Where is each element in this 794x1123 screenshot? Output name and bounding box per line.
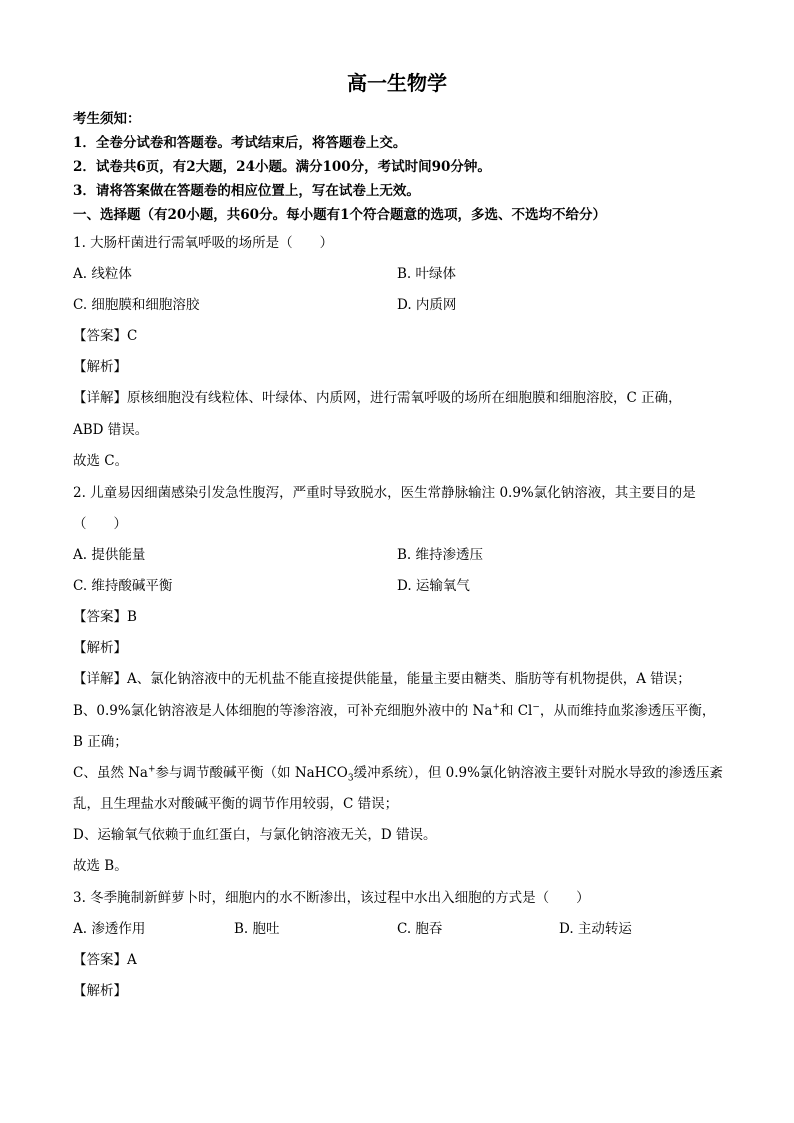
q3-option-a: A. 渗透作用	[73, 921, 146, 937]
q3-answer: 【答案】A	[73, 952, 137, 968]
q2-answer: 【答案】B	[73, 609, 137, 625]
question-2-stem: 2. 儿童易因细菌感染引发急性腹泻，严重时导致脱水，医生常静脉输注 0.9%氯化钠溶液，其主要目的是	[73, 485, 696, 501]
q2-detail-b: B 正确；	[73, 734, 128, 750]
q2-conclusion: 故选 B。	[73, 858, 128, 874]
q2-detail-b: B、0.9%氯化钠溶液是人体细胞的等渗溶液，可补充细胞外液中的 Na+和 Cl−，从而维持血浆渗透压平衡，	[73, 702, 716, 719]
notice-heading: 考生须知：	[73, 111, 141, 127]
q2-detail-c: 乱，且生理盐水对酸碱平衡的调节作用较弱，C 错误；	[73, 796, 399, 812]
q1-option-c: C. 细胞膜和细胞溶胶	[73, 297, 200, 313]
q3-option-d: D. 主动转运	[559, 921, 632, 937]
question-1-stem: 1. 大肠杆菌进行需氧呼吸的场所是（ ）	[73, 235, 334, 251]
q1-analysis-label: 【解析】	[73, 359, 127, 375]
q1-option-d: D. 内质网	[397, 297, 457, 313]
q2-option-a: A. 提供能量	[73, 547, 146, 563]
notice-item: 1．全卷分试卷和答题卷。考试结束后，将答题卷上交。	[73, 135, 407, 151]
q2-detail-a: 【详解】A、氯化钠溶液中的无机盐不能直接提供能量，能量主要由糖类、脂肪等有机物提供，A 错误；	[73, 671, 691, 687]
question-3-stem: 3. 冬季腌制新鲜萝卜时，细胞内的水不断渗出，该过程中水出入细胞的方式是（ ）	[73, 890, 590, 906]
q2-analysis-label: 【解析】	[73, 640, 127, 656]
q3-option-c: C. 胞吞	[397, 921, 443, 937]
q2-option-d: D. 运输氧气	[397, 578, 470, 594]
q2-detail-c: C、虽然 Na+参与调节酸碱平衡（如 NaHCO$_3$缓冲系统），但 0.9%氯化钠溶液主要针对脱水导致的渗透压紊	[73, 764, 723, 784]
question-2-stem: （ ）	[73, 516, 127, 532]
notice-item: 3．请将答案做在答题卷的相应位置上，写在试卷上无效。	[73, 183, 420, 199]
q2-detail-d: D、运输氧气依赖于血红蛋白，与氯化钠溶液无关，D 错误。	[73, 827, 437, 843]
q1-detail: 【详解】原核细胞没有线粒体、叶绿体、内质网，进行需氧呼吸的场所在细胞膜和细胞溶胶，C 正确，	[73, 390, 682, 406]
q1-option-a: A. 线粒体	[73, 266, 132, 282]
q2-option-c: C. 维持酸碱平衡	[73, 578, 173, 594]
q1-option-b: B. 叶绿体	[397, 266, 457, 282]
section-heading: 一、选择题（有20小题，共60分。每小题有1个符合题意的选项，多选、不选均不给分）	[73, 207, 606, 223]
q2-option-b: B. 维持渗透压	[397, 547, 484, 563]
q1-answer: 【答案】C	[73, 328, 138, 344]
q1-conclusion: 故选 C。	[73, 453, 129, 469]
q3-analysis-label: 【解析】	[73, 983, 127, 999]
notice-item: 2．试卷共6页，有2大题，24小题。满分100分，考试时间90分钟。	[73, 159, 491, 175]
page-title: 高一生物学	[347, 71, 447, 95]
q1-detail: ABD 错误。	[73, 422, 149, 438]
q3-option-b: B. 胞吐	[234, 921, 280, 937]
